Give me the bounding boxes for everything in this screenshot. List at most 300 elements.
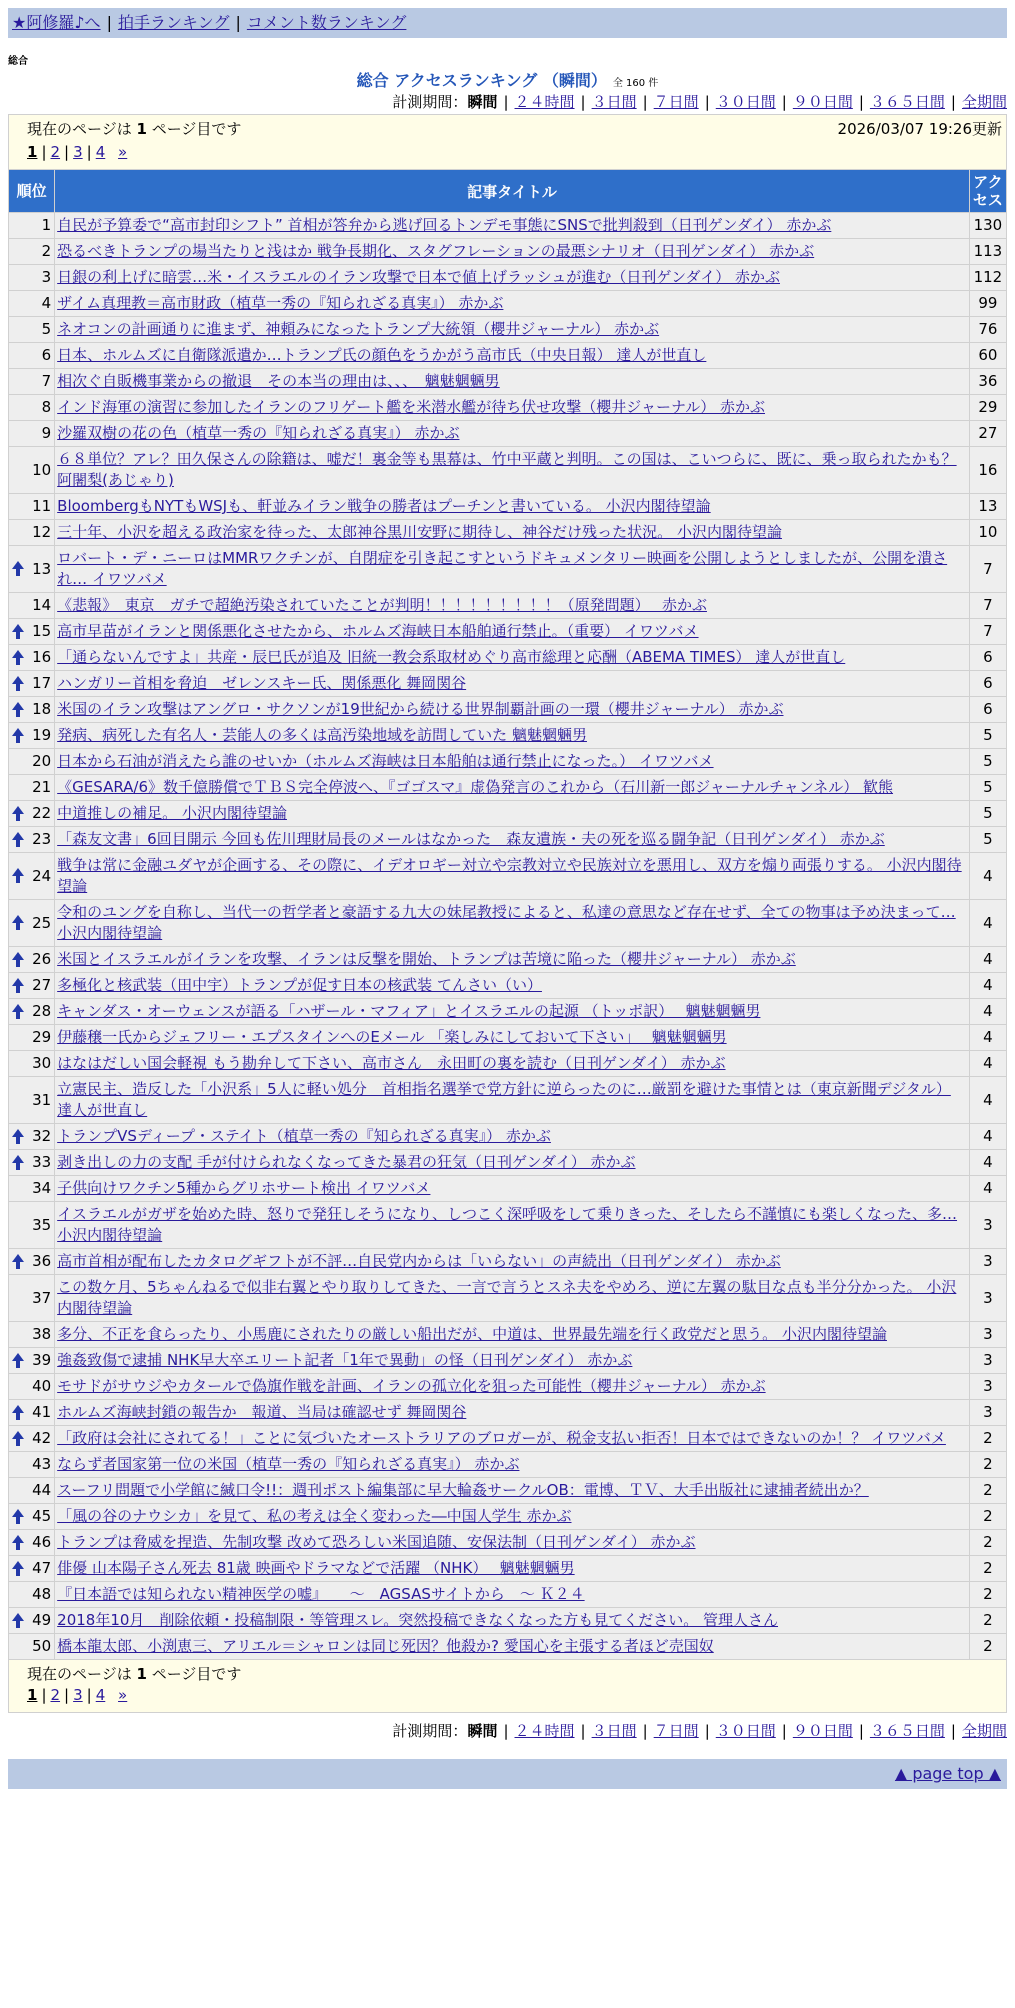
article-title-link[interactable]: 多分、不正を食らったり、小馬鹿にされたりの厳しい船出だが、中道は、世界最先端を行く政党だと思う。 小沢内閣待望論	[57, 1325, 887, 1343]
table-row	[9, 1374, 1007, 1400]
rank-cell	[9, 645, 55, 671]
table-row	[9, 999, 1007, 1025]
period-separator: |	[580, 93, 586, 111]
rank-number: 6	[41, 346, 52, 364]
category-label: 総合	[8, 56, 28, 67]
pager-next-link[interactable]: »	[118, 143, 128, 161]
rank-number: 10	[32, 460, 52, 479]
period-separator: |	[503, 1722, 509, 1740]
rank-number: 1	[41, 216, 52, 234]
rank-cell	[9, 447, 55, 494]
rank-cell	[9, 827, 55, 853]
period-link[interactable]: ２４時間	[514, 93, 575, 111]
rank-number: 5	[41, 320, 52, 338]
article-title-link[interactable]: 恐るべきトランプの場当たりと浅はか 戦争長期化、スタグフレーションの最悪シナリオ（日刊ゲンダイ） 赤かぶ	[57, 242, 815, 260]
title-cell	[55, 213, 970, 239]
rank-number: 7	[41, 372, 52, 390]
article-title-link[interactable]: モサドがサウジやカタールで偽旗作戦を計画、イランの孤立化を狙った可能性（櫻井ジャーナル） 赤かぶ	[57, 1377, 766, 1395]
access-count: 4	[969, 1025, 1006, 1051]
rank-number: 20	[32, 752, 52, 770]
article-title-link[interactable]: 「風の谷のナウシカ」を見て、私の考えは全く変わった―中国人学生 赤かぶ	[57, 1507, 572, 1525]
access-count: 7	[969, 619, 1006, 645]
access-count: 4	[969, 1124, 1006, 1150]
access-count: 3	[969, 1400, 1006, 1426]
rank-number: 37	[32, 1288, 52, 1307]
rank-cell	[9, 265, 55, 291]
article-title-link[interactable]: インド海軍の演習に参加したイランのフリゲート艦を米潜水艦が待ち伏せ攻撃（櫻井ジャーナル） 赤かぶ	[57, 398, 765, 416]
title-cell	[55, 239, 970, 265]
page-info-box-bottom	[8, 1660, 1007, 1713]
article-title-link[interactable]: 日銀の利上げに暗雲…米・イスラエルのイラン攻撃で日本で値上げラッシュが進む（日刊ゲンダイ） 赤かぶ	[57, 268, 780, 286]
rank-cell	[9, 801, 55, 827]
period-link[interactable]: ３日間	[591, 93, 637, 111]
article-title-link[interactable]: 日本、ホルムズに自衛隊派遣か…トランプ氏の顔色をうかがう高市氏（中央日報） 達人が世直し	[57, 346, 707, 364]
rank-cell	[9, 1400, 55, 1426]
rank-number: 16	[32, 648, 52, 666]
period-link[interactable]: ３６５日間	[869, 93, 945, 111]
pager-link[interactable]: 2	[50, 1686, 61, 1704]
rank-number: 34	[32, 1179, 52, 1197]
article-title-link[interactable]: 日本から石油が消えたら誰のせいか（ホルムズ海峡は日本船舶は通行禁止になった。） イワツバメ	[57, 752, 714, 770]
rank-cell	[9, 421, 55, 447]
title-cell	[55, 1124, 970, 1150]
table-row	[9, 1556, 1007, 1582]
article-title-link[interactable]: ネオコンの計画通りに進まず、神頼みになったトランプ大統領（櫻井ジャーナル） 赤かぶ	[57, 320, 660, 338]
rank-cell	[9, 1478, 55, 1504]
access-count: 2	[969, 1608, 1006, 1634]
title-cell	[55, 1400, 970, 1426]
table-row	[9, 1504, 1007, 1530]
period-label: 計測期間：	[392, 1722, 468, 1740]
access-count: 6	[969, 697, 1006, 723]
article-title-link[interactable]: ハンガリー首相を脅迫 ゼレンスキー氏、関係悪化 舞岡関谷	[57, 674, 467, 692]
access-count: 2	[969, 1634, 1006, 1660]
period-link[interactable]: ３０日間	[715, 93, 776, 111]
table-row	[9, 619, 1007, 645]
article-title-link[interactable]: 戦争は常に金融ユダヤが企画する、その際に、イデオロギー対立や宗教対立や民族対立を悪用し、双方を煽り両張りする。 小沢内閣待望論	[57, 856, 962, 895]
period-separator: |	[950, 93, 956, 111]
article-title-link[interactable]: ザイム真理教＝高市財政（植草一秀の『知られざる真実』） 赤かぶ	[57, 294, 504, 312]
table-row	[9, 1530, 1007, 1556]
table-row	[9, 1025, 1007, 1051]
access-count: 2	[969, 1426, 1006, 1452]
rank-number: 27	[32, 976, 52, 994]
table-header-row	[9, 170, 1007, 213]
rank-cell	[9, 239, 55, 265]
access-count: 4	[969, 853, 1006, 900]
title-cell	[55, 1374, 970, 1400]
table-row	[9, 1077, 1007, 1124]
rank-number: 8	[41, 398, 52, 416]
period-link[interactable]: ２４時間	[514, 1722, 575, 1740]
period-link[interactable]: ３０日間	[715, 1722, 776, 1740]
table-row	[9, 827, 1007, 853]
title-cell	[55, 1202, 970, 1249]
table-row	[9, 291, 1007, 317]
rank-number: 3	[41, 268, 52, 286]
rank-cell	[9, 1176, 55, 1202]
rank-number: 19	[32, 726, 52, 744]
rank-cell	[9, 1582, 55, 1608]
access-count: 5	[969, 749, 1006, 775]
title-cell	[55, 973, 970, 999]
access-count: 76	[969, 317, 1006, 343]
table-row	[9, 395, 1007, 421]
pager-current: 1	[27, 143, 38, 161]
title-cell	[55, 645, 970, 671]
article-title-link[interactable]: ロバート・デ・ニーロはMMRワクチンが、自閉症を引き起こすというドキュメンタリー映画を公開しようとしましたが、公開を潰され… イワツバメ	[57, 549, 948, 588]
pager-bottom	[27, 1686, 127, 1704]
article-title-link[interactable]: ホルムズ海峡封鎖の報告か 報道、当局は確認せず 舞岡関谷	[57, 1403, 467, 1421]
period-separator: |	[781, 1722, 787, 1740]
table-row	[9, 671, 1007, 697]
title-cell	[55, 1051, 970, 1077]
period-separator: |	[642, 93, 648, 111]
rank-number: 48	[32, 1585, 52, 1603]
rank-number: 31	[32, 1090, 52, 1109]
table-row	[9, 369, 1007, 395]
rank-number: 24	[32, 866, 52, 885]
article-title-link[interactable]: ６８単位？アレ？田久保さんの除籍は、嘘だ！裏金等も黒幕は、竹中平蔵と判明。この国は、こいつらに、既に、乗っ取られたかも？ 阿闍梨(あじゃり)	[57, 450, 957, 489]
access-count: 2	[969, 1582, 1006, 1608]
article-title-link[interactable]: 剥き出しの力の支配 手が付けられなくなってきた暴君の狂気（日刊ゲンダイ） 赤かぶ	[57, 1153, 636, 1171]
title-cell	[55, 775, 970, 801]
access-count: 3	[969, 1374, 1006, 1400]
period-current: 瞬間	[467, 93, 498, 111]
clap-ranking-link[interactable]: 拍手ランキング	[117, 13, 230, 32]
title-cell	[55, 291, 970, 317]
access-count: 3	[969, 1275, 1006, 1322]
access-count: 7	[969, 593, 1006, 619]
table-row	[9, 447, 1007, 494]
title-cell	[55, 593, 970, 619]
access-count: 2	[969, 1478, 1006, 1504]
rank-number: 36	[32, 1252, 52, 1270]
title-cell	[55, 1275, 970, 1322]
table-row	[9, 1249, 1007, 1275]
access-count: 4	[969, 999, 1006, 1025]
rank-cell	[9, 723, 55, 749]
table-row	[9, 265, 1007, 291]
rank-number: 47	[32, 1559, 52, 1577]
access-count: 29	[969, 395, 1006, 421]
table-row	[9, 520, 1007, 546]
pager-separator: |	[86, 1686, 92, 1704]
period-separator: |	[858, 93, 864, 111]
access-count: 2	[969, 1556, 1006, 1582]
rank-number: 11	[32, 497, 52, 515]
rank-cell	[9, 1077, 55, 1124]
pager-link[interactable]: 2	[50, 143, 61, 161]
rank-cell	[9, 494, 55, 520]
rank-number: 26	[32, 950, 52, 968]
period-selector	[8, 90, 1007, 114]
access-count: 5	[969, 775, 1006, 801]
access-count: 27	[969, 421, 1006, 447]
pager-top	[27, 143, 127, 161]
table-row	[9, 697, 1007, 723]
title-cell	[55, 1582, 970, 1608]
title-cell	[55, 827, 970, 853]
title-cell	[55, 900, 970, 947]
rank-number: 38	[32, 1325, 52, 1343]
period-selector-bottom	[8, 1717, 1007, 1745]
period-separator: |	[781, 93, 787, 111]
pager-separator: |	[41, 143, 47, 161]
rank-number: 13	[32, 559, 52, 578]
rank-cell	[9, 1374, 55, 1400]
table-row	[9, 973, 1007, 999]
access-count: 4	[969, 947, 1006, 973]
table-row	[9, 1426, 1007, 1452]
article-title-link[interactable]: 伊藤穣一氏からジェフリー・エプスタインへのEメール 「楽しみにしておいて下さい」 魑魅魍魎男	[57, 1028, 727, 1046]
article-title-link[interactable]: 多極化と核武装（田中宇）トランプが促す日本の核武装 てんさい（い）	[57, 976, 542, 994]
access-count: 4	[969, 1051, 1006, 1077]
access-count: 130	[969, 213, 1006, 239]
rank-number: 39	[32, 1351, 52, 1369]
home-link[interactable]: ★阿修羅♪へ	[12, 13, 101, 32]
title-cell	[55, 749, 970, 775]
rank-cell	[9, 671, 55, 697]
article-title-link[interactable]: トランプVSディープ・ステイト（植草一秀の『知られざる真実』） 赤かぶ	[57, 1127, 551, 1145]
rank-cell	[9, 520, 55, 546]
page-top-link[interactable]: ▲ page top ▲	[894, 1764, 1001, 1783]
article-title-link[interactable]: この数ケ月、5ちゃんねるで似非右翼とやり取りしてきた、一言で言うとスネ夫をやめろ、逆に左翼の駄目な点も半分分かった。 小沢内閣待望論	[57, 1278, 957, 1317]
table-row	[9, 1150, 1007, 1176]
article-title-link[interactable]: 「森友文書」6回目開示 今回も佐川理財局長のメールはなかった 森友遺族・夫の死を巡る闘争記（日刊ゲンダイ） 赤かぶ	[57, 830, 885, 848]
access-count: 4	[969, 973, 1006, 999]
title-cell	[55, 1322, 970, 1348]
title-cell	[55, 1176, 970, 1202]
rank-number: 18	[32, 700, 52, 718]
article-title-link[interactable]: 米国のイラン攻撃はアングロ・サクソンが19世紀から続ける世界制覇計画の一環（櫻井ジャーナル） 赤かぶ	[57, 700, 784, 718]
article-title-link[interactable]: 米国とイスラエルがイランを攻撃、イランは反撃を開始、トランプは苦境に陥った（櫻井ジャーナル） 赤かぶ	[57, 950, 796, 968]
rank-number: 23	[32, 830, 52, 848]
article-title-link[interactable]: 高市早苗がイランと関係悪化させたから、ホルムズ海峡日本船舶通行禁止。（重要） イワツバメ	[57, 622, 699, 640]
table-row	[9, 343, 1007, 369]
period-separator: |	[642, 1722, 648, 1740]
access-count: 60	[969, 343, 1006, 369]
article-title-link[interactable]: はなはだしい国会軽視 もう勘弁して下さい、高市さん 永田町の裏を読む（日刊ゲンダイ） 赤かぶ	[57, 1054, 726, 1072]
title-cell	[55, 1025, 970, 1051]
title-cell	[55, 1504, 970, 1530]
rank-number: 40	[32, 1377, 52, 1395]
rank-number: 14	[32, 596, 52, 614]
rank-number: 28	[32, 1002, 52, 1020]
article-title-link[interactable]: 中道推しの補足。 小沢内閣待望論	[57, 804, 287, 822]
title-cell	[55, 447, 970, 494]
table-row	[9, 801, 1007, 827]
article-title-link[interactable]: 発病、病死した有名人・芸能人の多くは高汚染地域を訪問していた 魑魅魍魎男	[57, 726, 587, 744]
access-count: 2	[969, 1504, 1006, 1530]
article-title-link[interactable]: スーフリ問題で小学館に緘口令!!：週刊ポスト編集部に早大輪姦サークルOB：電博、ＴＶ、大手出版社に逮捕者続出か？	[57, 1481, 869, 1499]
pager-current: 1	[27, 1686, 38, 1704]
pager-separator: |	[41, 1686, 47, 1704]
article-title-link[interactable]: 沙羅双樹の花の色（植草一秀の『知られざる真実』） 赤かぶ	[57, 424, 460, 442]
ranking-header	[8, 68, 1007, 90]
rank-cell	[9, 546, 55, 593]
access-count: 5	[969, 801, 1006, 827]
rank-cell	[9, 1452, 55, 1478]
article-title-link[interactable]: ならず者国家第一位の米国（植草一秀の『知られざる真実』） 赤かぶ	[57, 1455, 520, 1473]
title-cell	[55, 395, 970, 421]
title-cell	[55, 1426, 970, 1452]
access-count: 4	[969, 900, 1006, 947]
article-title-link[interactable]: トランプは脅威を捏造、先制攻撃 改めて恐ろしい米国追随、安保法制（日刊ゲンダイ） 赤かぶ	[57, 1533, 696, 1551]
period-link[interactable]: ７日間	[653, 93, 699, 111]
rank-cell	[9, 1504, 55, 1530]
rank-number: 35	[32, 1215, 52, 1234]
rank-cell	[9, 853, 55, 900]
title-cell	[55, 1478, 970, 1504]
period-separator: |	[580, 1722, 586, 1740]
article-title-link[interactable]: 強姦致傷で逮捕 NHK早大卒エリート記者「1年で異動」の怪（日刊ゲンダイ） 赤かぶ	[57, 1351, 633, 1369]
rank-number: 12	[32, 523, 52, 541]
pager-link[interactable]: 3	[73, 1686, 83, 1704]
page-info-box	[8, 114, 1007, 169]
rank-cell	[9, 619, 55, 645]
article-title-link[interactable]: 《GESARA/6》数千億勝償でＴＢＳ完全停波へ、『ゴゴスマ』虚偽発言のこれから（石川新一郎ジャーナルチャンネル） 歓熊	[57, 778, 894, 796]
access-count: 10	[969, 520, 1006, 546]
period-link[interactable]: ３日間	[591, 1722, 637, 1740]
table-row	[9, 494, 1007, 520]
article-title-link[interactable]: 《悲報》 東京 ガチで超絶汚染されていたことが判明！！！！！！！！！（原発問題） 赤かぶ	[57, 596, 707, 614]
title-cell	[55, 671, 970, 697]
rank-cell	[9, 317, 55, 343]
rank-number: 44	[32, 1481, 52, 1499]
article-title-link[interactable]: 高市首相が配布したカタログギフトが不評…自民党内からは「いらない」の声続出（日刊ゲンダイ） 赤かぶ	[57, 1252, 781, 1270]
article-title-link[interactable]: イスラエルがガザを始めた時、怒りで発狂しそうになり、しつこく深呼吸をして乗りきった、そしたら不謹慎にも楽しくなった、多… 小沢内閣待望論	[57, 1205, 958, 1244]
article-title-link[interactable]: 三十年、小沢を超える政治家を待った、太郎神谷黒川安野に期待し、神谷だけ残った状況。 小沢内閣待望論	[57, 523, 782, 541]
rank-number: 22	[32, 804, 52, 822]
pager-spacer	[109, 1686, 114, 1704]
title-cell	[55, 1530, 970, 1556]
rank-cell	[9, 973, 55, 999]
rank-number: 4	[41, 294, 52, 312]
rank-cell	[9, 1051, 55, 1077]
article-title-link[interactable]: 「政府は会社にされてる！」ことに気づいたオーストラリアのブロガーが、税金支払い拒否！日本ではできないのか！？ イワツバメ	[57, 1429, 946, 1447]
table-row	[9, 546, 1007, 593]
rank-cell	[9, 1202, 55, 1249]
period-separator: |	[704, 1722, 710, 1740]
pager-link[interactable]: 4	[95, 143, 106, 161]
pager-next-link[interactable]: »	[118, 1686, 128, 1704]
period-link[interactable]: ９０日間	[792, 1722, 853, 1740]
table-row	[9, 1478, 1007, 1504]
table-row	[9, 593, 1007, 619]
rank-cell	[9, 1150, 55, 1176]
title-cell	[55, 947, 970, 973]
table-row	[9, 749, 1007, 775]
access-count: 99	[969, 291, 1006, 317]
access-count: 5	[969, 723, 1006, 749]
title-cell	[55, 546, 970, 593]
rank-number: 32	[32, 1127, 52, 1145]
rank-cell	[9, 291, 55, 317]
table-row	[9, 421, 1007, 447]
table-row	[9, 900, 1007, 947]
rank-cell	[9, 395, 55, 421]
rank-cell	[9, 999, 55, 1025]
rank-cell	[9, 1530, 55, 1556]
article-title-link[interactable]: 橋本龍太郎、小渕恵三、アリエル＝シャロンは同じ死因？他殺か? 愛国心を主張する者ほど売国奴	[57, 1637, 714, 1655]
rank-cell	[9, 369, 55, 395]
period-separator: |	[950, 1722, 956, 1740]
article-title-link[interactable]: キャンダス・オーウェンスが語る「ハザール・マフィア」とイスラエルの起源 （トッポ訳） 魑魅魍魎男	[57, 1002, 761, 1020]
pager-link[interactable]: 3	[73, 143, 83, 161]
article-title-link[interactable]: 2018年10月 削除依頼・投稿制限・等管理スレ。突然投稿できなくなった方も見てください。 管理人さん	[57, 1611, 779, 1629]
period-link[interactable]: ３６５日間	[869, 1722, 945, 1740]
table-row	[9, 239, 1007, 265]
table-row	[9, 853, 1007, 900]
rank-number: 41	[32, 1403, 52, 1421]
period-link[interactable]: ９０日間	[792, 93, 853, 111]
access-header: アクセス	[969, 170, 1006, 213]
article-title-link[interactable]: 「通らないんですよ」共産・辰巳氏が追及 旧統一教会系取材めぐり高市総理と応酬（ABEMA TIMES） 達人が世直し	[57, 648, 846, 666]
article-title-link[interactable]: 子供向けワクチン5種からグリホサート検出 イワツバメ	[57, 1179, 431, 1197]
article-title-link[interactable]: 『日本語では知られない精神医学の嘘』 ～ AGSASサイトから ～ Ｋ２４	[57, 1585, 585, 1603]
ranking-table	[8, 169, 1007, 1660]
title-cell	[55, 343, 970, 369]
rank-cell	[9, 900, 55, 947]
article-title-link[interactable]: BloombergもNYTもWSJも、軒並みイラン戦争の勝者はプーチンと書いている。 小沢内閣待望論	[57, 497, 711, 515]
article-title-link[interactable]: 自民が予算委で“高市封印シフト” 首相が答弁から逃げ回るトンデモ事態にSNSで批判殺到（日刊ゲンダイ） 赤かぶ	[57, 216, 832, 234]
title-cell	[55, 494, 970, 520]
title-cell	[55, 1608, 970, 1634]
period-link[interactable]: 全期間	[961, 93, 1007, 111]
table-row	[9, 723, 1007, 749]
rank-number: 46	[32, 1533, 52, 1551]
rank-cell	[9, 1322, 55, 1348]
article-title-link[interactable]: 立憲民主、造反した「小沢系」5人に軽い処分 首相指名選挙で党方針に逆らったのに…厳罰を避けた事情とは（東京新聞デジタル） 達人が世直し	[57, 1080, 951, 1119]
title-cell	[55, 853, 970, 900]
rank-header: 順位	[9, 170, 55, 213]
rank-number: 21	[32, 778, 52, 796]
title-cell	[55, 801, 970, 827]
current-page-text: 現在のページは 1 ページ目です	[27, 120, 242, 138]
rank-cell	[9, 1634, 55, 1660]
access-count: 5	[969, 827, 1006, 853]
pager-link[interactable]: 4	[95, 1686, 106, 1704]
access-count: 4	[969, 1077, 1006, 1124]
period-link[interactable]: ７日間	[653, 1722, 699, 1740]
title-cell	[55, 1077, 970, 1124]
period-separator: |	[858, 1722, 864, 1740]
article-title-link[interactable]: 相次ぐ自販機事業からの撤退 その本当の理由は、、、 魑魅魍魎男	[57, 372, 500, 390]
title-cell	[55, 1150, 970, 1176]
rank-cell	[9, 1426, 55, 1452]
table-row	[9, 947, 1007, 973]
article-title-link[interactable]: 俳優 山本陽子さん死去 81歳 映画やドラマなどで活躍 （NHK） 魑魅魍魎男	[57, 1559, 575, 1577]
period-link[interactable]: 全期間	[961, 1722, 1007, 1740]
rank-number: 45	[32, 1507, 52, 1525]
rank-cell	[9, 593, 55, 619]
access-count: 36	[969, 369, 1006, 395]
table-row	[9, 1322, 1007, 1348]
period-separator: |	[503, 93, 509, 111]
table-row	[9, 1634, 1007, 1660]
comment-ranking-link[interactable]: コメント数ランキング	[246, 13, 407, 32]
rank-cell	[9, 1249, 55, 1275]
access-count: 3	[969, 1322, 1006, 1348]
rank-cell	[9, 1556, 55, 1582]
access-count: 4	[969, 1176, 1006, 1202]
pager-separator: |	[64, 1686, 70, 1704]
rank-number: 2	[41, 242, 52, 260]
article-title-link[interactable]: 令和のユングを自称し、当代一の哲学者と豪語する九大の妹尾教授によると、私達の意思など存在せず、全ての物事は予め決まって… 小沢内閣待望論	[57, 903, 956, 942]
rank-cell	[9, 775, 55, 801]
title-cell	[55, 1556, 970, 1582]
